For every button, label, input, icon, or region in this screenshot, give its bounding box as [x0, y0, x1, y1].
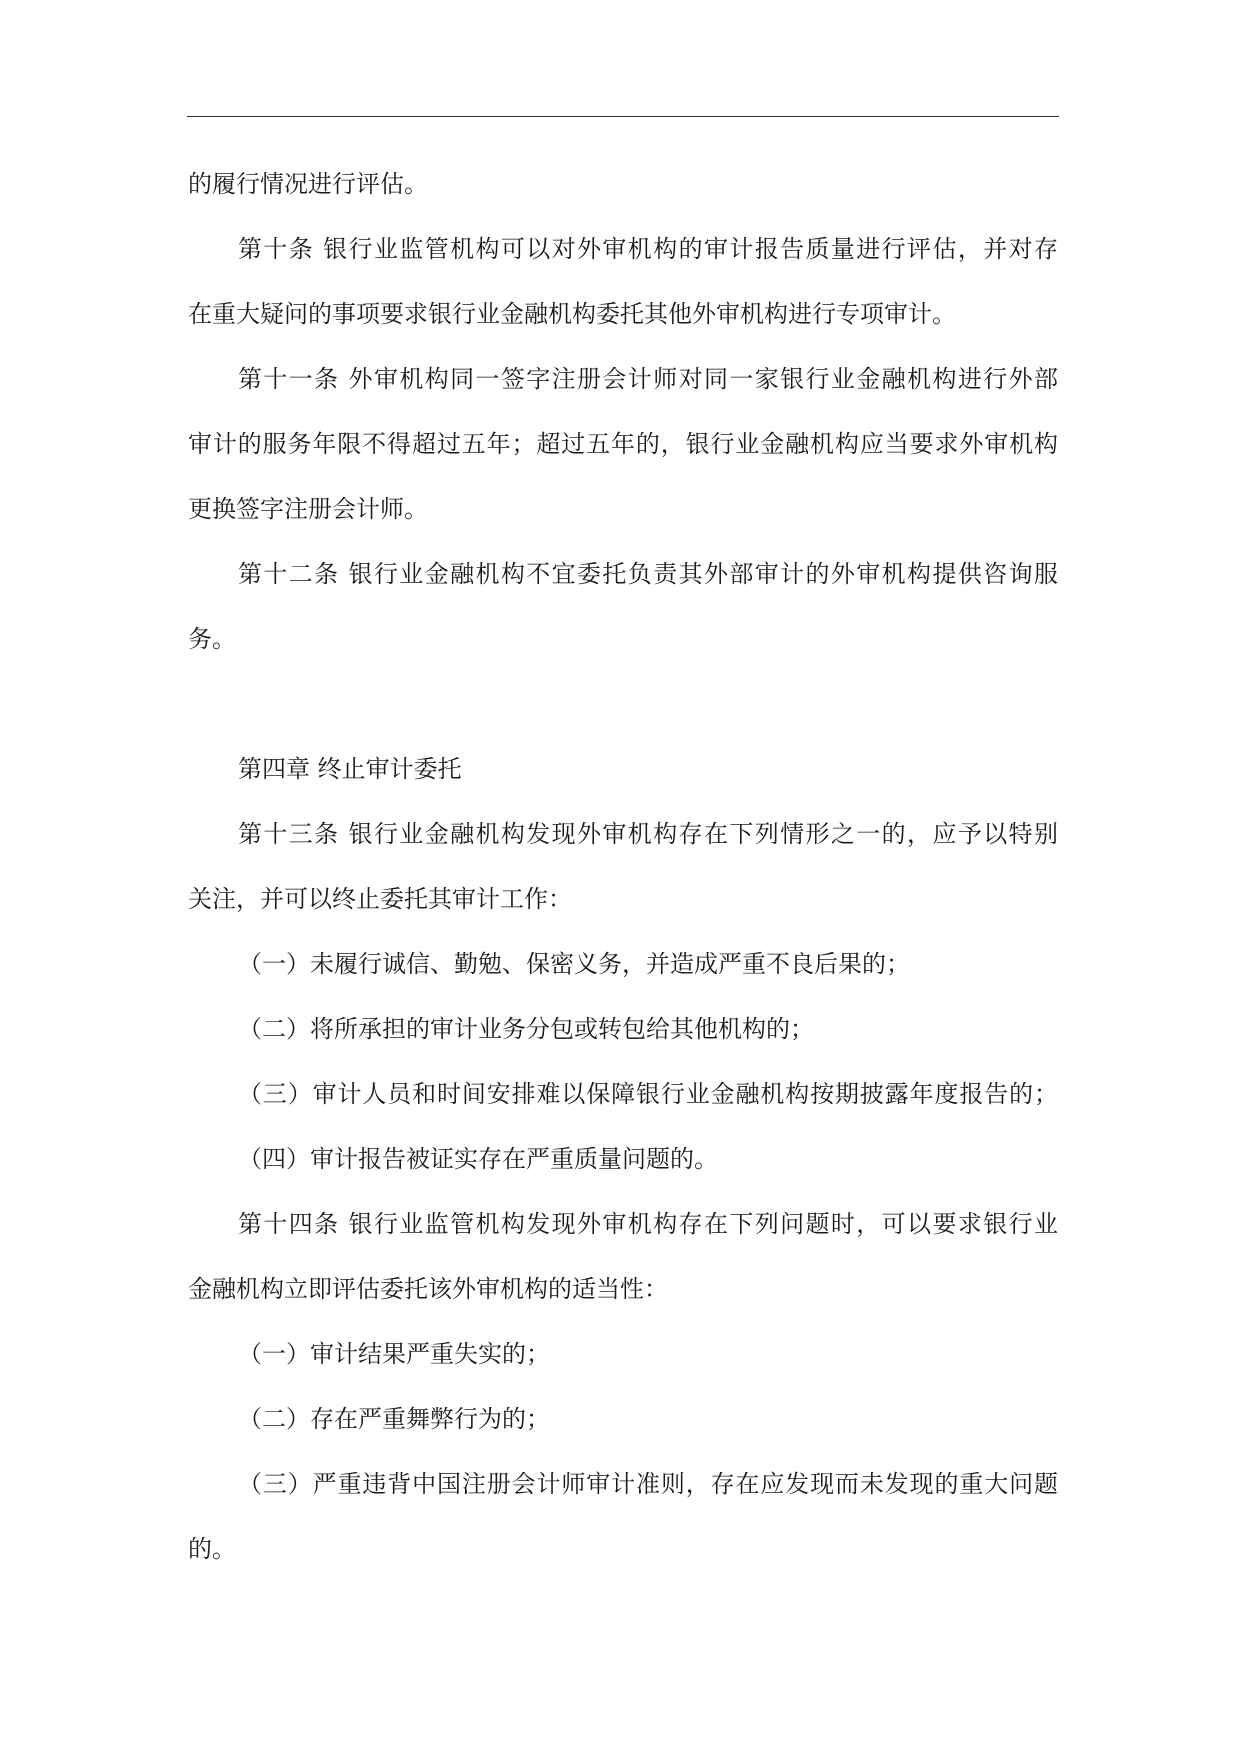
article-12-line-1: 第十二条 银行业金融机构不宜委托负责其外部审计的外审机构提供咨询服 — [238, 560, 1058, 588]
article-11-line-2: 审计的服务年限不得超过五年；超过五年的，银行业金融机构应当要求外审机构 — [188, 430, 1058, 458]
article-12-line-2: 务。 — [188, 625, 236, 653]
article-14-line-1: 第十四条 银行业监管机构发现外审机构存在下列问题时，可以要求银行业 — [238, 1210, 1058, 1238]
chapter-heading: 第四章 终止审计委托 — [238, 755, 462, 783]
article-14-item-1: （一）审计结果严重失实的； — [238, 1340, 550, 1368]
article-11-line-3: 更换签字注册会计师。 — [188, 495, 428, 523]
text-line: 的履行情况进行评估。 — [188, 170, 428, 198]
article-14-line-2: 金融机构立即评估委托该外审机构的适当性： — [188, 1275, 668, 1303]
article-10-line-1: 第十条 银行业监管机构可以对外审机构的审计报告质量进行评估，并对存 — [238, 235, 1058, 263]
article-10-line-2: 在重大疑问的事项要求银行业金融机构委托其他外审机构进行专项审计。 — [188, 300, 956, 328]
article-14-item-3-line-2: 的。 — [188, 1535, 236, 1563]
article-13-line-1: 第十三条 银行业金融机构发现外审机构存在下列情形之一的，应予以特别 — [238, 820, 1058, 848]
article-13-item-1: （一）未履行诚信、勤勉、保密义务，并造成严重不良后果的； — [238, 950, 910, 978]
document-body — [188, 152, 1058, 1582]
article-11-line-1: 第十一条 外审机构同一签字注册会计师对同一家银行业金融机构进行外部 — [238, 365, 1058, 393]
header-rule — [187, 116, 1059, 117]
article-13-item-3: （三）审计人员和时间安排难以保障银行业金融机构按期披露年度报告的； — [238, 1080, 1058, 1108]
section-gap — [188, 672, 1058, 737]
article-13-item-2: （二）将所承担的审计业务分包或转包给其他机构的； — [238, 1015, 814, 1043]
article-14-item-3-line-1: （三）严重违背中国注册会计师审计准则，存在应发现而未发现的重大问题 — [238, 1470, 1058, 1498]
article-13-item-4: （四）审计报告被证实存在严重质量问题的。 — [238, 1145, 718, 1173]
article-14-item-2: （二）存在严重舞弊行为的； — [238, 1405, 550, 1433]
article-13-line-2: 关注，并可以终止委托其审计工作： — [188, 885, 572, 913]
